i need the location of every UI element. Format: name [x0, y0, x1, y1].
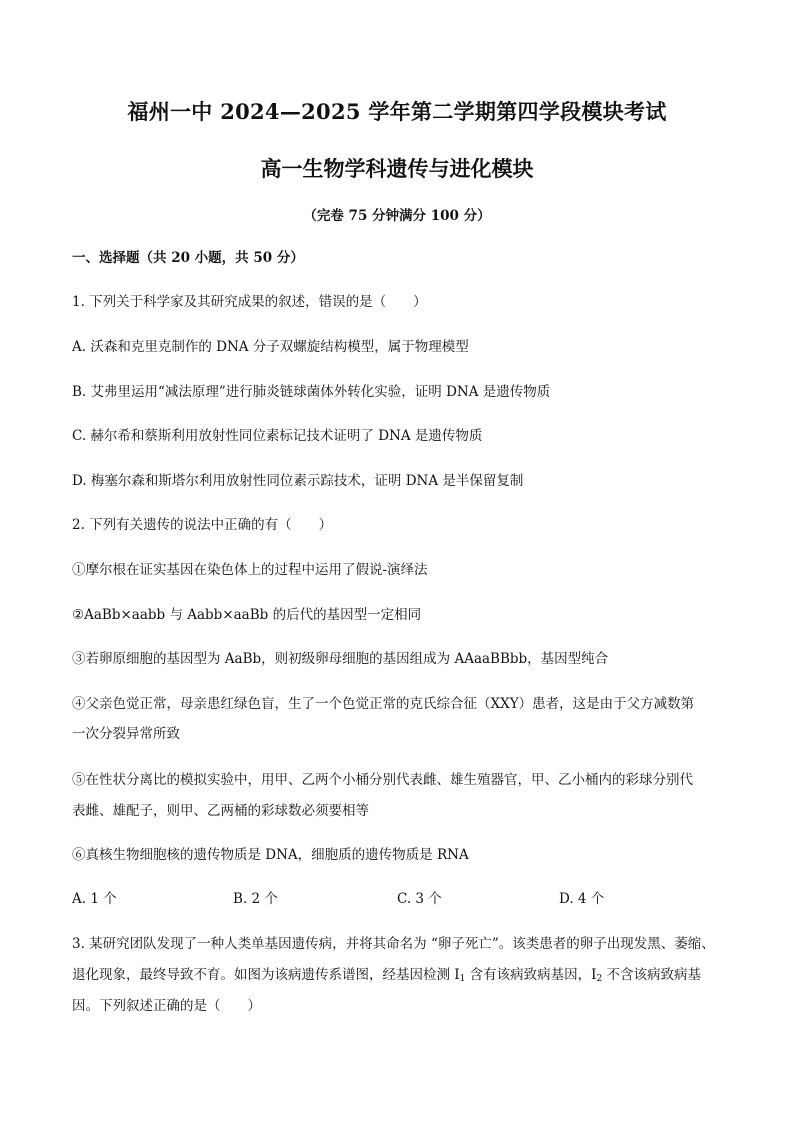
question-2-option-b: B. 2 个 — [233, 891, 278, 907]
question-2-statement-3: ③若卵原细胞的基因型为 AaBb，则初级卵母细胞的基因组成为 AAaaBBbb，基因型纯合 — [72, 651, 609, 667]
question-2-option-a: A. 1 个 — [72, 891, 117, 907]
question-3-line-3: 因。下列叙述正确的是（ ） — [72, 998, 261, 1014]
question-2-options — [72, 890, 712, 908]
question-2-statement-4-line-2: 一次分裂异常所致 — [72, 726, 180, 742]
question-2-option-c: C. 3 个 — [397, 891, 442, 907]
question-1-option-b: B. 艾弗里运用“减法原理”进行肺炎链球菌体外转化实验，证明 DNA 是遗传物质 — [72, 384, 551, 400]
subscript-1: 1 — [459, 974, 466, 984]
question-1-stem: 1. 下列关于科学家及其研究成果的叙述，错误的是（ ） — [72, 294, 427, 310]
question-3-line-2-text-a: 退化现象，最终导致不育。如图为该病遗传系谱图，经基因检测 I — [72, 967, 460, 983]
exam-note: （完卷 75 分钟满分 100 分） — [303, 208, 491, 224]
section-heading: 一、选择题（共 20 小题，共 50 分） — [72, 250, 304, 266]
question-2-stem: 2. 下列有关遗传的说法中正确的有（ ） — [72, 517, 333, 533]
question-2-statement-4-line-1: ④父亲色觉正常，母亲患红绿色盲，生了一个色觉正常的克氏综合征（XXY）患者，这是由于父方减数第 — [72, 696, 695, 712]
question-2-statement-6: ⑥真核生物细胞核的遗传物质是 DNA，细胞质的遗传物质是 RNA — [72, 847, 469, 863]
question-2-statement-1: ①摩尔根在证实基因在染色体上的过程中运用了假说-演绎法 — [72, 562, 428, 578]
subscript-2: 2 — [596, 974, 603, 984]
question-1-option-c: C. 赫尔希和蔡斯利用放射性同位素标记技术证明了 DNA 是遗传物质 — [72, 428, 483, 444]
question-2-option-d: D. 4 个 — [559, 891, 605, 907]
question-2-statement-2: ②AaBb×aabb 与 Aabb×aaBb 的后代的基因型一定相同 — [72, 607, 422, 623]
question-2-statement-5-line-1: ⑤在性状分离比的模拟实验中，用甲、乙两个小桶分别代表雌、雄生殖器官，甲、乙小桶内的彩球分别代 — [72, 772, 693, 788]
question-1-option-a: A. 沃森和克里克制作的 DNA 分子双螺旋结构模型，属于物理模型 — [72, 339, 469, 355]
question-3-line-2 — [72, 966, 701, 984]
question-1-option-d: D. 梅塞尔森和斯塔尔利用放射性同位素示踪技术，证明 DNA 是半保留复制 — [72, 473, 524, 489]
question-3-line-2-text-b: 含有该病致病基因，I — [465, 967, 597, 983]
question-2-statement-5-line-2: 表雌、雄配子，则甲、乙两桶的彩球数必须要相等 — [72, 803, 369, 819]
question-3-line-2-text-c: 不含该病致病基 — [602, 967, 702, 983]
question-3-line-1: 3. 某研究团队发现了一种人类单基因遗传病，并将其命名为 “卵子死亡”。该类患者的卵子出现发黑、萎缩、 — [72, 936, 715, 952]
exam-title: 福州一中 2024—2025 学年第二学期第四学段模块考试 — [127, 99, 667, 124]
exam-subtitle: 高一生物学科遗传与进化模块 — [260, 156, 534, 181]
